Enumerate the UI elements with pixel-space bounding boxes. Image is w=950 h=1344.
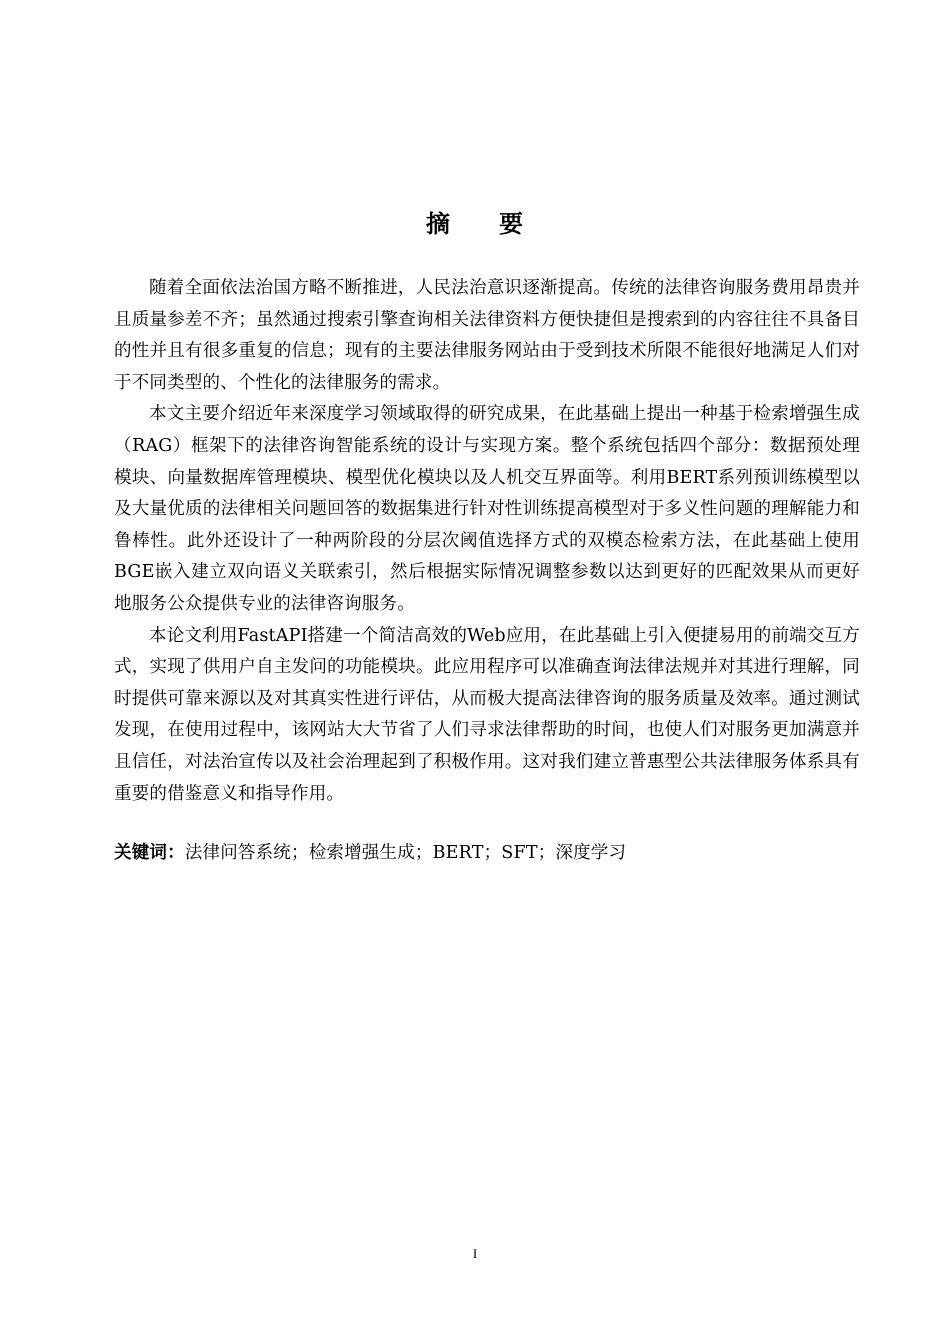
abstract-paragraph-2: 本文主要介绍近年来深度学习领域取得的研究成果，在此基础上提出一种基于检索增强生成（RAG）框架下的法律咨询智能系统的设计与实现方案。整个系统包括四个部分：数据预处理模块、向量数据库管理模块、模型优化模块以及人机交互界面等。利用BERT系列预训练模型以及大量优质的法律相关问题回答的数据集进行针对性训练提高模型对于多义性问题的理解能力和鲁棒性。此外还设计了一种两阶段的分层次阈值选择方式的双模态检索方法，在此基础上使用BGE嵌入建立双向语义关联索引，然后根据实际情况调整参数以达到更好的匹配效果从而更好地服务公众提供专业的法律咨询服务。 — [114, 404, 860, 614]
keywords-line — [114, 839, 860, 867]
abstract-title-char-2: 要 — [499, 210, 524, 238]
page-number: I — [472, 1246, 478, 1261]
keywords-label: 关键词： — [114, 843, 185, 863]
abstract-body — [114, 273, 860, 810]
abstract-title-char-1: 摘 — [426, 210, 451, 238]
abstract-paragraph-3: 本论文利用FastAPI搭建一个简洁高效的Web应用，在此基础上引入便捷易用的前端交互方式，实现了供用户自主发问的功能模块。此应用程序可以准确查询法律法规并对其进行理解，同时提供可靠来源以及对其真实性进行评估，从而极大提高法律咨询的服务质量及效率。通过测试发现，在使用过程中，该网站大大节省了人们寻求法律帮助的时间，也使人们对服务更加满意并且信任，对法治宣传以及社会治理起到了积极作用。这对我们建立普惠型公共法律服务体系具有重要的借鉴意义和指导作用。 — [114, 625, 860, 804]
abstract-title — [0, 206, 950, 242]
abstract-paragraph-1: 随着全面依法治国方略不断推进，人民法治意识逐渐提高。传统的法律咨询服务费用昂贵并且质量参差不齐；虽然通过搜索引擎查询相关法律资料方便快捷但是搜索到的内容往往不具备目的性并且有很多重复的信息；现有的主要法律服务网站由于受到技术所限不能很好地满足人们对于不同类型的、个性化的法律服务的需求。 — [114, 278, 860, 393]
keywords-text: 法律问答系统；检索增强生成；BERT；SFT；深度学习 — [184, 843, 627, 863]
